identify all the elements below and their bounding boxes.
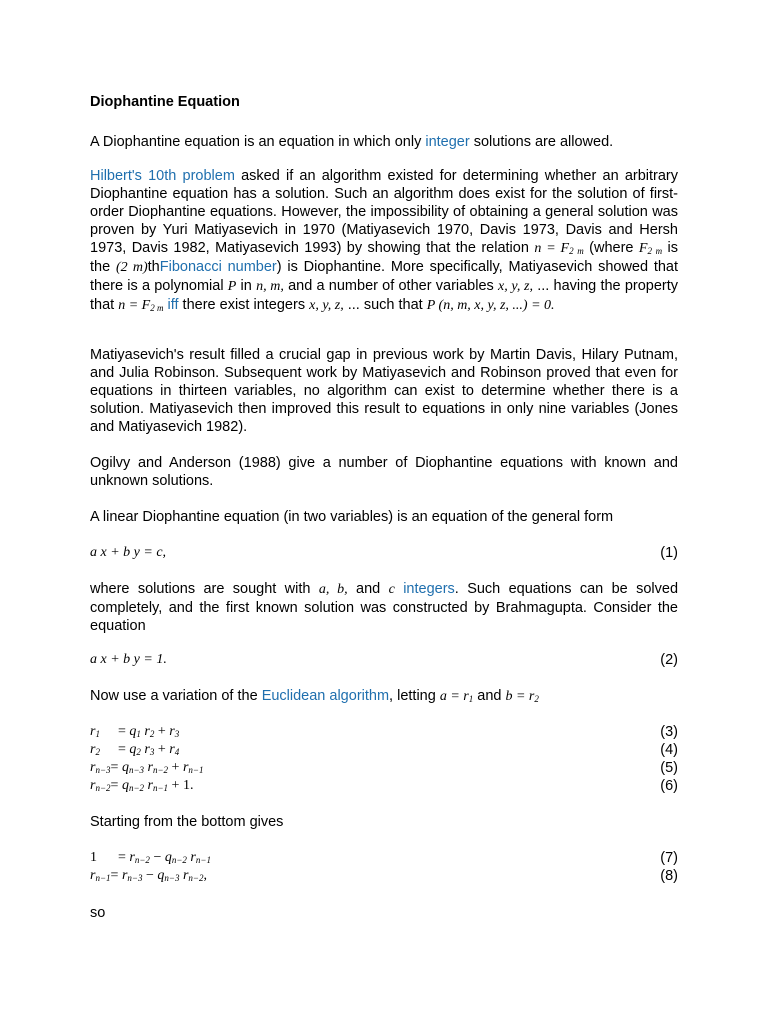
- equation-8: [90, 867, 678, 885]
- hilbert-text-2: (where: [583, 240, 639, 256]
- where-text-3: . Such equations can be solved completely, and the first known solution was constructed by Brahmagupta. Consider the equation: [90, 581, 679, 634]
- page-title: Diophantine Equation: [90, 94, 240, 110]
- ogilvy-paragraph: Ogilvy and Anderson (1988) give a number of Diophantine equations with known and unknown solutions.: [90, 455, 678, 489]
- where-text-1: where solutions are sought with: [90, 581, 319, 597]
- equation-4: [90, 741, 678, 759]
- iff-link[interactable]: iff: [167, 297, 179, 313]
- hilbert-text-5: in: [236, 278, 257, 294]
- euclid-text-1: Now use a variation of the: [90, 688, 262, 704]
- equation-7-lhs: 1: [90, 850, 97, 865]
- euclid-text-2: , letting: [389, 688, 440, 704]
- b-equals-r2-math: $b = r_2$: [505, 689, 539, 704]
- equation-4-rhs: = $q_2$ $r_3 + r_4$: [118, 742, 180, 757]
- nm-math: n, m,: [256, 279, 284, 294]
- equation-7-rhs: = $r_{n-2} - q_{n-2}$ $r_{n-1}$: [118, 850, 211, 865]
- hilbert-text-7: ... having the property that: [90, 278, 679, 313]
- linear-paragraph: A linear Diophantine equation (in two variables) is an equation of the general form: [90, 509, 614, 525]
- equation-1-number: (1): [660, 545, 678, 561]
- equation-5-lhs: $r_{n-3}= q_{n-3}$ $r_{n-2} + r_{n-1}$: [90, 760, 204, 775]
- equation-2-body: a x + b y = 1.: [90, 652, 167, 667]
- intro-paragraph: [90, 133, 678, 151]
- euclid-paragraph: [90, 687, 678, 706]
- hilbert-paragraph: [90, 167, 678, 315]
- xyz-math-2: x, y, z,: [309, 298, 344, 313]
- fibonacci-number-link[interactable]: Fibonacci number: [159, 259, 277, 275]
- hilbert-problem-link[interactable]: Hilbert's 10th problem: [90, 168, 235, 184]
- equation-2-number: (2): [660, 652, 678, 668]
- relation-math: $n = F_{2 m}$: [534, 241, 584, 256]
- integers-link[interactable]: integers: [403, 581, 455, 597]
- integer-link[interactable]: integer: [425, 134, 470, 150]
- a-equals-r1-math: $a = r_1$: [439, 689, 474, 704]
- hilbert-text-4: ) is Diophantine. More specifically, Matiyasevich showed that there is a polynomial: [90, 259, 679, 294]
- polynomial-equation-math: P (n, m, x, y, z, ...) = 0.: [426, 298, 555, 313]
- hilbert-text-8: there exist integers: [178, 297, 310, 313]
- fibonacci-math: $F_{2 m}$: [638, 241, 663, 256]
- equation-5: [90, 759, 678, 777]
- euclidean-algorithm-link[interactable]: Euclidean algorithm: [261, 688, 390, 704]
- polynomial-math: P: [227, 279, 237, 294]
- equation-4-number: (4): [660, 742, 678, 758]
- equation-6-lhs: $r_{n-2}= q_{n-2}$ $r_{n-1} + 1$.: [90, 778, 194, 793]
- index-math: (2 m): [115, 260, 148, 275]
- equation-5-number: (5): [660, 760, 678, 776]
- where-paragraph: [90, 580, 678, 635]
- equation-3-lhs: $r_1$: [90, 724, 100, 739]
- equation-8-lhs: $r_{n-1}= r_{n-3} - q_{n-3}$ $r_{n-2}$,: [90, 868, 207, 883]
- equation-3-rhs: = $q_1$ $r_2 + r_3$: [118, 724, 180, 739]
- c-math: c: [388, 582, 395, 597]
- equation-7: [90, 849, 678, 867]
- equation-8-number: (8): [660, 868, 678, 884]
- equation-3-number: (3): [660, 724, 678, 740]
- equation-6-number: (6): [660, 778, 678, 794]
- hilbert-text-6: and a number of other variables: [283, 278, 499, 294]
- intro-text: A Diophantine equation is an equation in which only: [90, 134, 426, 150]
- starting-paragraph: Starting from the bottom gives: [90, 814, 284, 830]
- xyz-math: x, y, z,: [498, 279, 533, 294]
- result-paragraph: Matiyasevich's result filled a crucial gap in previous work by Martin Davis, Hilary Putnam, and Julia Robinson. Subsequent work by Matiyasevich and Robinson proved that even for equations in thirteen variables, no algorithm can exist to determine whether there is a solution. Matiyasevich then improved this result to equations in only nine variables (Jones and Matiyasevich 1982).: [90, 347, 678, 435]
- hilbert-text-9: ... such that: [343, 297, 427, 313]
- equation-1: [90, 544, 678, 562]
- hilbert-text-3: is the: [90, 240, 679, 275]
- equation-4-lhs: $r_2$: [90, 742, 100, 757]
- where-text-2: and: [347, 581, 389, 597]
- so-paragraph: so: [90, 905, 106, 921]
- property-math: $n = F_{2 m}$: [118, 298, 164, 313]
- equation-1-body: a x + b y = c,: [90, 545, 167, 560]
- equation-2: [90, 651, 678, 669]
- th-suffix: th: [147, 259, 160, 275]
- intro-text-end: solutions are allowed.: [469, 134, 614, 150]
- hilbert-text-1: asked if an algorithm existed for determining whether an arbitrary Diophantine equation has a solution. Such an algorithm does exist for the solution of first-order Diophantine equations. However, the impossibility of obtaining a general solution was proven by Yuri Matiyasevich in 1970 (Matiyasevich 1970, Davis 1973, Davis and Hersh 1973, Davis 1982, Matiyasevich 1993) by showing that the relation: [90, 168, 678, 256]
- equation-7-number: (7): [660, 850, 678, 866]
- equation-6: [90, 777, 678, 795]
- ab-math: a, b,: [318, 582, 348, 597]
- equation-3: [90, 723, 678, 741]
- euclid-text-3: and: [473, 688, 506, 704]
